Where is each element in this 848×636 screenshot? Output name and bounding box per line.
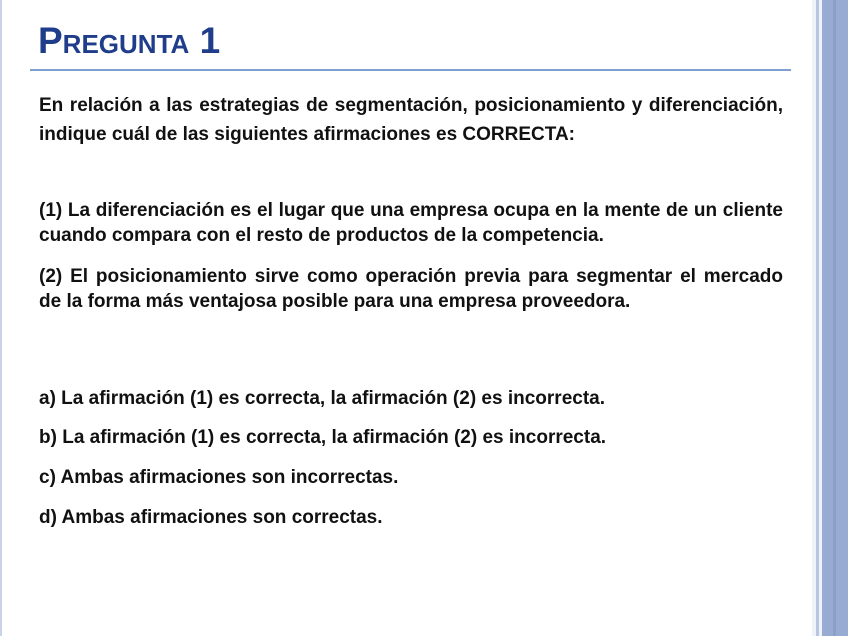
statement-2: (2) El posicionamiento sirve como operación previa para segmentar el mercado de la forma más ventajosa posible para una empresa proveedora. — [39, 266, 783, 312]
title-divider — [30, 69, 791, 71]
slide-left-border — [0, 0, 2, 636]
option-d: d) Ambas afirmaciones son correctas. — [39, 507, 383, 528]
option-b: b) La afirmación (1) es correcta, la afirmación (2) es incorrecta. — [39, 427, 607, 448]
slide-title: Pregunta 1 — [38, 20, 221, 61]
statement-1: (1) La diferenciación es el lugar que una empresa ocupa en la mente de un cliente cuando compara con el resto de productos de la competencia. — [39, 200, 783, 246]
option-c: c) Ambas afirmaciones son incorrectas. — [39, 467, 399, 488]
question-text: En relación a las estrategias de segmentación, posicionamiento y diferenciación, indique cuál de las siguientes afirmaciones es CORRECTA: — [39, 95, 783, 145]
option-a: a) La afirmación (1) es correcta, la afirmación (2) es incorrecta. — [39, 388, 606, 409]
slide-right-frame — [812, 0, 848, 636]
